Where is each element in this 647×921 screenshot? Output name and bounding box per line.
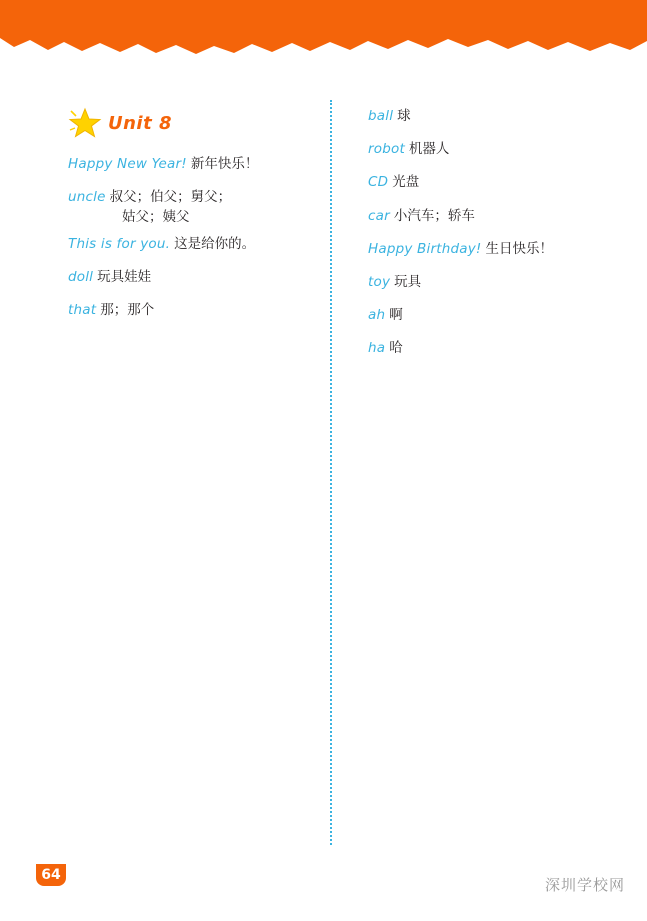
word-entry [68, 232, 318, 255]
word-english: This is for you. [68, 235, 171, 252]
word-entry [68, 298, 318, 321]
word-english: CD [368, 174, 389, 191]
word-entry [368, 237, 618, 260]
word-chinese: 生日快乐！ [485, 240, 553, 257]
word-entry [368, 204, 618, 227]
word-entry [368, 137, 618, 160]
column-divider [330, 100, 332, 845]
word-chinese: 叔父；伯父；舅父； [109, 189, 232, 206]
word-entry [368, 170, 618, 193]
word-chinese-continued: 姑父；姨父 [122, 209, 190, 226]
star-icon [68, 106, 102, 140]
watermark-text: 深圳学校网 [544, 876, 625, 894]
word-english: uncle [68, 189, 106, 206]
word-english: ah [368, 307, 386, 324]
word-chinese: 这是给你的。 [174, 235, 256, 252]
word-chinese: 小汽车；轿车 [393, 207, 475, 224]
word-english: car [368, 207, 390, 224]
word-entry [368, 104, 618, 127]
top-orange-band [0, 0, 647, 56]
word-english: doll [68, 269, 94, 286]
word-entry [68, 152, 318, 175]
word-chinese: 哈 [389, 340, 403, 357]
left-word-column [68, 106, 318, 332]
word-entry [368, 336, 618, 359]
word-entry [68, 185, 318, 228]
word-entry [68, 265, 318, 288]
page-number: 64 [36, 864, 66, 886]
word-english: ha [368, 340, 386, 357]
unit-title: Unit 8 [108, 112, 172, 134]
word-english: that [68, 302, 97, 319]
right-word-column [368, 104, 618, 370]
word-chinese: 球 [397, 108, 411, 124]
unit-heading [68, 106, 318, 140]
word-english: toy [368, 273, 391, 290]
word-chinese: 机器人 [408, 141, 450, 158]
word-english: Happy Birthday! [368, 240, 482, 257]
word-english: Happy New Year! [68, 156, 187, 172]
word-chinese: 啊 [389, 307, 403, 324]
word-english: robot [368, 141, 405, 158]
word-english: ball [368, 108, 394, 124]
word-chinese: 光盘 [392, 174, 420, 191]
word-chinese: 新年快乐！ [190, 156, 259, 172]
word-entry [368, 303, 618, 326]
word-chinese: 玩具娃娃 [97, 269, 152, 286]
word-chinese: 那；那个 [100, 302, 155, 319]
word-chinese: 玩具 [394, 273, 422, 290]
page-content [0, 56, 647, 921]
word-entry [368, 270, 618, 293]
